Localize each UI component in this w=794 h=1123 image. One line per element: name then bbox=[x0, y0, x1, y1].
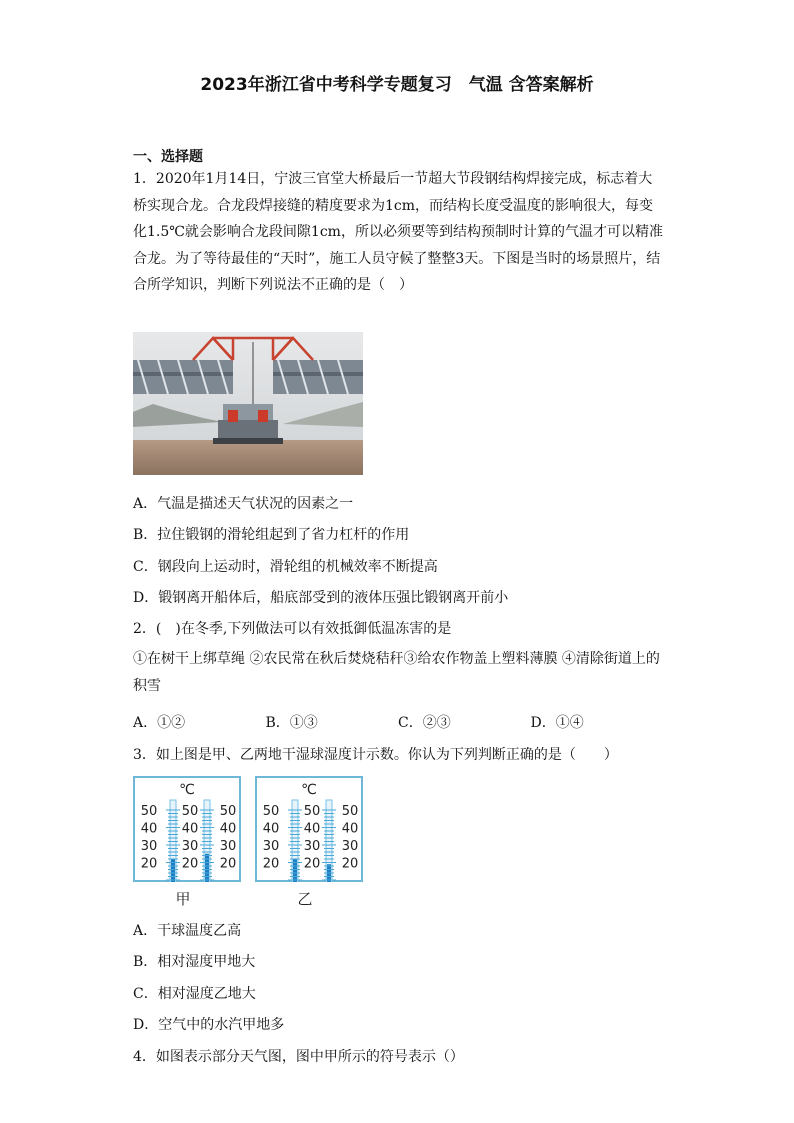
panel-label: 甲 bbox=[175, 890, 191, 908]
panel-bottom-mask bbox=[255, 882, 363, 890]
tick-label-left: 40 bbox=[262, 821, 280, 837]
tick-label-left: 40 bbox=[140, 821, 158, 837]
tick-label-left: 20 bbox=[140, 856, 158, 872]
question-2-stem: 2．( )在冬季,下列做法可以有效抵御低温冻害的是 bbox=[133, 621, 452, 637]
bridge-photo bbox=[133, 332, 363, 475]
psychrometer-panel-乙 bbox=[255, 777, 363, 908]
question-1-option-a: A．气温是描述天气状况的因素之一 bbox=[133, 496, 354, 512]
section-heading: 一、选择题 bbox=[133, 149, 203, 165]
tick-label-left: 30 bbox=[140, 839, 158, 854]
tick-label-middle: 30 bbox=[181, 839, 199, 854]
tick-label-right: 40 bbox=[219, 821, 237, 837]
question-3-option-a: A．干球温度乙高 bbox=[133, 923, 242, 939]
question-1-stem: 1．2020年1月14日，宁波三官堂大桥最后一节超大节段钢结构焊接完成，标志着大桥实现合龙。合龙段焊接缝的精度要求为1cm，而结构长度受温度的影响很大，每变化1.5℃就会影响合龙段间隙1cm，所以必须要等到结构预制时计算的气温才可以精准合龙。为了等待最佳的“天时”，施工人员守候了整整3天。下图是当时的场景照片，结合所学知识，判断下列说法不正确的是（ ） bbox=[133, 171, 663, 293]
question-1-option-c: C．钢段向上运动时，滑轮组的机械效率不断提高 bbox=[133, 559, 438, 575]
tick-label-middle: 40 bbox=[303, 821, 321, 837]
tick-label-middle: 50 bbox=[181, 804, 199, 819]
tick-label-middle: 20 bbox=[181, 856, 199, 872]
question-2-items: ①在树干上绑草绳 ②农民常在秋后焚烧秸秆③给农作物盖上塑料薄膜 ④清除街道上的积雪 bbox=[133, 651, 660, 694]
tick-label-left: 30 bbox=[262, 839, 280, 854]
tick-label-right: 40 bbox=[341, 821, 359, 837]
tick-label-left: 20 bbox=[262, 856, 280, 872]
question-2-options bbox=[133, 712, 663, 732]
tick-label-left: 50 bbox=[140, 804, 158, 819]
question-3-option-c: C．相对湿度乙地大 bbox=[133, 986, 256, 1002]
tick-label-middle: 40 bbox=[181, 821, 199, 837]
tick-label-right: 20 bbox=[219, 856, 237, 872]
question-2-option-a: A．①② bbox=[133, 715, 186, 731]
psychrometer-panel-甲 bbox=[133, 777, 241, 908]
tick-label-middle: 20 bbox=[303, 856, 321, 872]
tick-label-right: 20 bbox=[341, 856, 359, 872]
thermometer-liquid bbox=[205, 854, 209, 882]
tick-label-right: 50 bbox=[219, 804, 237, 819]
tick-label-left: 50 bbox=[262, 804, 280, 819]
tick-label-right: 30 bbox=[341, 839, 359, 854]
question-2-option-d: D．①④ bbox=[530, 715, 584, 731]
tick-label-right: 50 bbox=[341, 804, 359, 819]
panel-label: 乙 bbox=[297, 890, 313, 908]
page-title: 2023年浙江省中考科学专题复习 气温 含答案解析 bbox=[200, 75, 594, 95]
psychrometer-figure bbox=[133, 776, 363, 909]
question-1-option-d: D．锻钢离开船体后，船底部受到的液体压强比锻钢离开前小 bbox=[133, 590, 509, 606]
question-4-stem: 4．如图表示部分天气图，图中甲所示的符号表示（） bbox=[133, 1049, 464, 1065]
panel-bottom-mask bbox=[133, 882, 241, 890]
unit-label: ℃ bbox=[179, 782, 195, 798]
tick-label-middle: 30 bbox=[303, 839, 321, 854]
unit-label: ℃ bbox=[301, 782, 317, 798]
question-3-stem: 3．如上图是甲、乙两地干湿球湿度计示数。你认为下列判断正确的是（ ） bbox=[133, 747, 618, 763]
question-3-option-d: D．空气中的水汽甲地多 bbox=[133, 1017, 285, 1033]
question-3-option-b: B．相对湿度甲地大 bbox=[133, 954, 256, 970]
tick-label-middle: 50 bbox=[303, 804, 321, 819]
question-1-option-b: B．拉住锻钢的滑轮组起到了省力杠杆的作用 bbox=[133, 527, 410, 543]
tick-label-right: 30 bbox=[219, 839, 237, 854]
question-2-option-b: B．①③ bbox=[265, 715, 318, 731]
question-2-option-c: C．②③ bbox=[398, 715, 451, 731]
